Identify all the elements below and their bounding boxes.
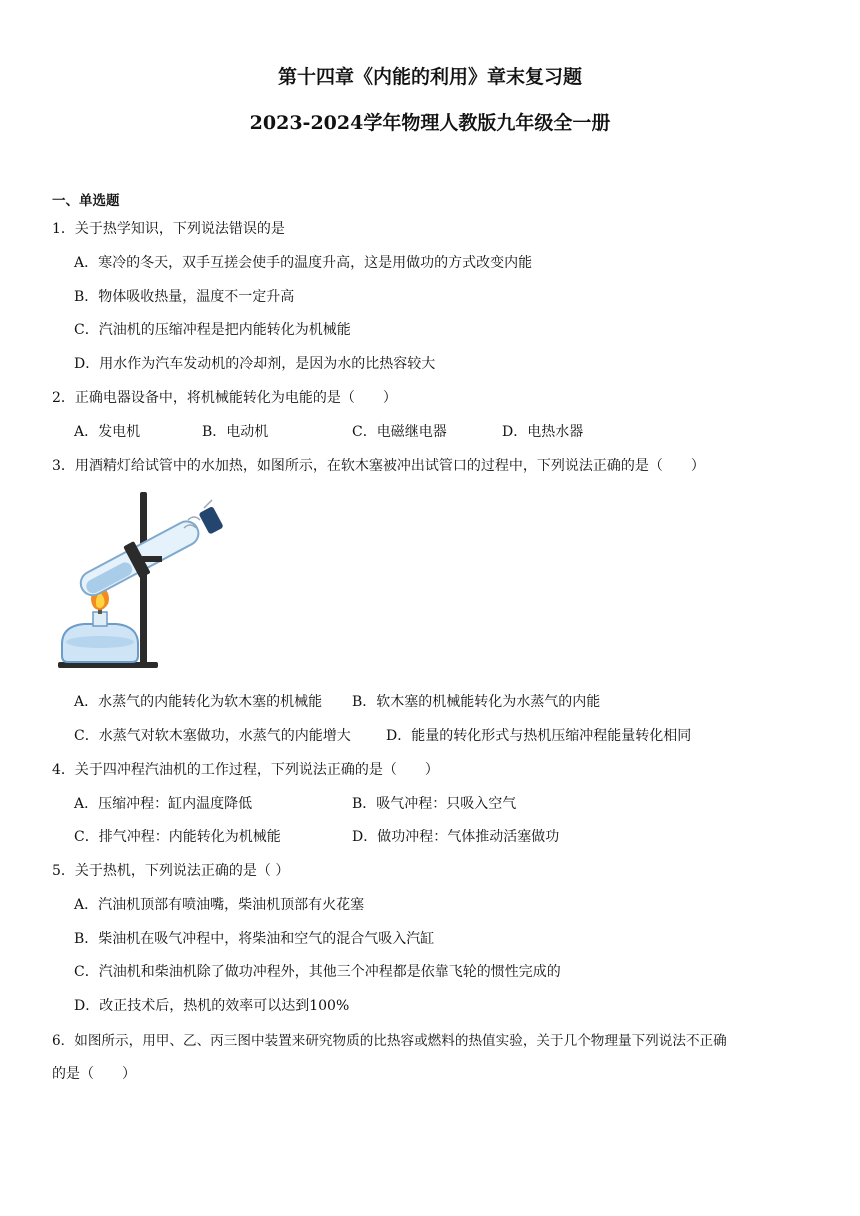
page-subtitle: 2023-2024学年物理人教版九年级全一册 <box>249 112 611 134</box>
question-6-stem-continued: 的是（ ） <box>52 1066 136 1082</box>
page-title: 第十四章《内能的利用》章末复习题 <box>277 66 582 88</box>
question-5-option-b: B．柴油机在吸气冲程中，将柴油和空气的混合气吸入汽缸 <box>74 931 435 947</box>
question-5-option-d: D．改正技术后，热机的效率可以达到100% <box>74 998 350 1014</box>
question-2-option-d: D．电热水器 <box>502 424 584 440</box>
question-5-stem: 5．关于热机，下列说法正确的是（ ） <box>52 863 290 879</box>
test-tube-group <box>74 501 227 605</box>
question-5-option-a: A．汽油机顶部有喷油嘴，柴油机顶部有火花塞 <box>74 897 365 913</box>
question-1-option-a: A．寒冷的冬天，双手互搓会使手的温度升高，这是用做功的方式改变内能 <box>74 255 533 271</box>
question-3-option-a: A．水蒸气的内能转化为软木塞的机械能 <box>74 694 323 710</box>
question-1-option-b: B．物体吸收热量，温度不一定升高 <box>74 289 295 305</box>
stand-rod <box>140 492 147 666</box>
question-4-option-d: D．做功冲程：气体推动活塞做功 <box>352 829 560 845</box>
question-4-stem: 4．关于四冲程汽油机的工作过程，下列说法正确的是（ ） <box>52 762 439 778</box>
clamp-arm <box>142 556 162 562</box>
question-6-stem: 6．如图所示，用甲、乙、丙三图中装置来研究物质的比热容或燃料的热值实验，关于几个物理量下列说法不正确 <box>52 1033 727 1049</box>
question-3-option-b: B．软木塞的机械能转化为水蒸气的内能 <box>352 694 601 710</box>
question-4-option-b: B．吸气冲程：只吸入空气 <box>352 796 517 812</box>
steam-line <box>188 517 200 520</box>
question-2-option-b: B．电动机 <box>202 424 269 440</box>
question-3-stem: 3．用酒精灯给试管中的水加热，如图所示，在软木塞被冲出试管口的过程中，下列说法正确的是（ ） <box>52 458 705 474</box>
test-tube-heating-illustration <box>54 486 230 676</box>
section-heading: 一、单选题 <box>52 193 120 209</box>
lamp-neck <box>93 612 107 626</box>
question-1-option-c: C．汽油机的压缩冲程是把内能转化为机械能 <box>74 322 351 338</box>
cork <box>198 506 223 535</box>
steam-line <box>204 500 212 508</box>
question-3-option-c: C．水蒸气对软木塞做功，水蒸气的内能增大 <box>74 728 351 744</box>
question-4-option-a: A．压缩冲程：缸内温度降低 <box>74 796 253 812</box>
question-2-option-c: C．电磁继电器 <box>352 424 447 440</box>
question-4-option-c: C．排气冲程：内能转化为机械能 <box>74 829 281 845</box>
question-2-option-a: A．发电机 <box>74 424 141 440</box>
question-5-option-c: C．汽油机和柴油机除了做功冲程外，其他三个冲程都是依靠飞轮的惯性完成的 <box>74 964 561 980</box>
question-3-option-d: D．能量的转化形式与热机压缩冲程能量转化相同 <box>386 728 692 744</box>
question-2-stem: 2．正确电器设备中，将机械能转化为电能的是（ ） <box>52 390 397 406</box>
lamp-liquid <box>66 636 134 648</box>
experiment-figure <box>54 486 230 676</box>
question-1-stem: 1．关于热学知识，下列说法错误的是 <box>52 221 285 237</box>
question-1-option-d: D．用水作为汽车发动机的冷却剂，是因为水的比热容较大 <box>74 356 436 372</box>
